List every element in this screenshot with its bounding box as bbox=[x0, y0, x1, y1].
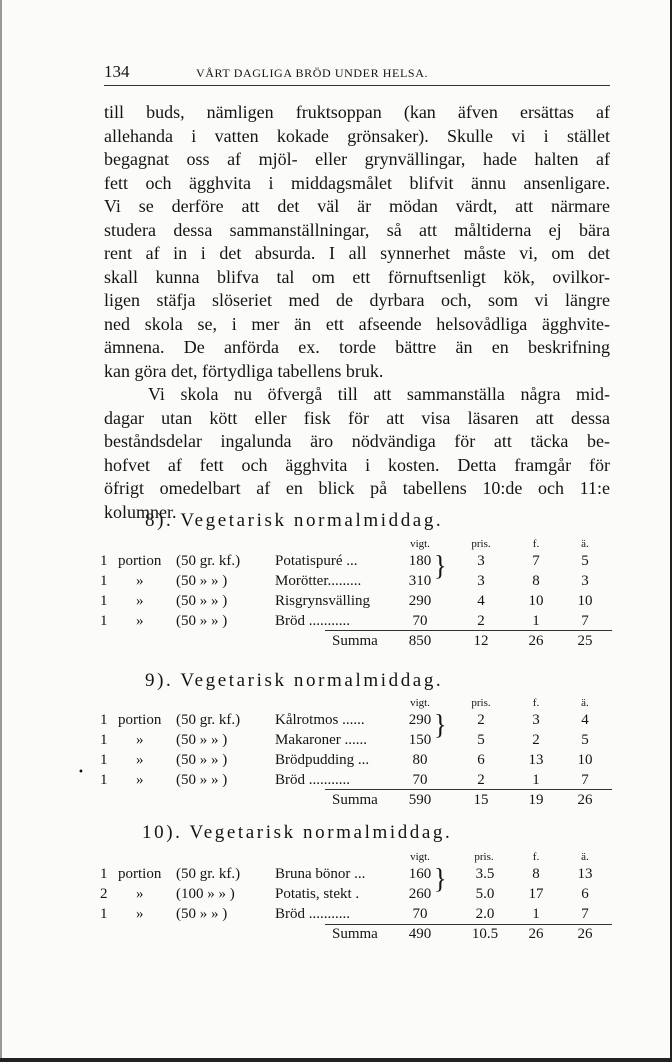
qty: 1 bbox=[100, 613, 108, 629]
fat: 1 bbox=[532, 772, 540, 788]
gram: (50 gr. kf.) bbox=[176, 712, 241, 728]
price: 2 bbox=[477, 772, 485, 788]
gram: (100 » » ) bbox=[176, 886, 235, 902]
col-head-a: ä. bbox=[581, 697, 589, 709]
qty: 1 bbox=[100, 772, 108, 788]
scan-edge-left bbox=[0, 0, 2, 1062]
text-line: rent af in i det absurda. I all synnerhet måste vi, om det bbox=[104, 243, 610, 263]
fat: 7 bbox=[532, 553, 540, 569]
weight: 290 bbox=[408, 712, 432, 728]
price: 2 bbox=[477, 712, 485, 728]
sum-row bbox=[100, 633, 612, 653]
dish: Bröd ........... bbox=[275, 906, 350, 922]
text-line: beståndsdelar ingalunda äro nödvändiga för att täcka be- bbox=[104, 431, 610, 451]
gram: (50 » » ) bbox=[176, 593, 228, 609]
col-head-a: ä. bbox=[581, 851, 589, 863]
unit: » bbox=[136, 573, 144, 589]
brace-symbol: } bbox=[434, 862, 447, 895]
unit: » bbox=[136, 906, 144, 922]
albumen: 5 bbox=[581, 732, 589, 748]
sum-fat: 26 bbox=[528, 633, 544, 649]
col-head-pris: pris. bbox=[471, 697, 491, 709]
running-title: VÅRT DAGLIGA BRÖD UNDER HELSA. bbox=[196, 66, 429, 80]
qty: 1 bbox=[100, 593, 108, 609]
body-text bbox=[104, 101, 610, 524]
sum-price: 15 bbox=[473, 792, 489, 808]
price: 2 bbox=[477, 613, 485, 629]
price: 3.5 bbox=[475, 866, 495, 882]
albumen: 3 bbox=[581, 573, 589, 589]
text-line: ligen stäfja slöseriet med de dyrbara och, som vi längre bbox=[104, 290, 610, 310]
price: 3 bbox=[477, 573, 485, 589]
albumen: 7 bbox=[581, 613, 589, 629]
price: 4 bbox=[477, 593, 485, 609]
sum-rule bbox=[325, 630, 612, 631]
dish: Bröd ........... bbox=[275, 772, 350, 788]
weight: 160 bbox=[408, 866, 432, 882]
table-row bbox=[100, 553, 612, 573]
margin-dot: • bbox=[78, 767, 84, 778]
table-row bbox=[100, 573, 612, 593]
scan-edge-bottom bbox=[0, 1058, 672, 1062]
sum-rule bbox=[325, 789, 612, 790]
unit: » bbox=[136, 732, 144, 748]
unit: » bbox=[136, 772, 144, 788]
text-line: allehanda i vatten kokade grönsaker). Skulle vi i stället bbox=[104, 125, 610, 146]
qty: 2 bbox=[100, 886, 108, 902]
col-head-vigt: vigt. bbox=[410, 697, 430, 709]
table-row bbox=[100, 886, 612, 906]
unit: portion bbox=[118, 553, 162, 569]
dish: Potatis, stekt . bbox=[275, 886, 360, 902]
sum-weight: 850 bbox=[408, 633, 432, 649]
brace-symbol: } bbox=[434, 549, 447, 582]
qty: 1 bbox=[100, 906, 108, 922]
table-title: 9). Vegetarisk normalmiddag. bbox=[145, 670, 444, 691]
gram: (50 » » ) bbox=[176, 772, 228, 788]
unit: » bbox=[136, 752, 144, 768]
text-line: ned skola se, i mer än ett afseende helsovådliga ägghvite- bbox=[104, 313, 610, 334]
text-line: skall kunna blifva tal om ett förnuftsenligt kök, ovilkor- bbox=[104, 266, 610, 287]
price: 3 bbox=[477, 553, 485, 569]
weight: 150 bbox=[408, 732, 432, 748]
unit: portion bbox=[118, 866, 162, 882]
gram: (50 » » ) bbox=[176, 906, 228, 922]
sum-label: Summa bbox=[332, 633, 378, 649]
unit: » bbox=[136, 613, 144, 629]
gram: (50 gr. kf.) bbox=[176, 866, 241, 882]
fat: 13 bbox=[528, 752, 544, 768]
qty: 1 bbox=[100, 866, 108, 882]
running-head bbox=[104, 62, 610, 80]
table-row bbox=[100, 593, 612, 613]
price: 5.0 bbox=[475, 886, 495, 902]
text-line: studera dessa sammanställningar, så att måltiderna ej bära bbox=[104, 219, 610, 240]
dish: Bröd ........... bbox=[275, 613, 350, 629]
sum-label: Summa bbox=[332, 926, 378, 942]
price: 5 bbox=[477, 732, 485, 748]
col-head-vigt: vigt. bbox=[410, 538, 430, 550]
unit: » bbox=[136, 886, 144, 902]
gram: (50 » » ) bbox=[176, 613, 228, 629]
fat: 8 bbox=[532, 573, 540, 589]
dish: Brödpudding ... bbox=[275, 752, 370, 768]
sum-albumen: 26 bbox=[577, 926, 593, 942]
qty: 1 bbox=[100, 553, 108, 569]
weight: 80 bbox=[412, 752, 428, 768]
gram: (50 » » ) bbox=[176, 573, 228, 589]
table-row bbox=[100, 712, 612, 732]
qty: 1 bbox=[100, 573, 108, 589]
gram: (50 » » ) bbox=[176, 732, 228, 748]
sum-rule bbox=[325, 924, 612, 925]
weight: 260 bbox=[408, 886, 432, 902]
sum-weight: 590 bbox=[408, 792, 432, 808]
albumen: 10 bbox=[577, 752, 593, 768]
sum-price: 12 bbox=[473, 633, 489, 649]
table-row bbox=[100, 732, 612, 752]
text-line: Vi skola nu öfvergå till att sammanställa några mid- bbox=[148, 384, 610, 404]
fat: 10 bbox=[528, 593, 544, 609]
col-head-f: f. bbox=[532, 851, 540, 863]
sum-label: Summa bbox=[332, 792, 378, 808]
albumen: 6 bbox=[581, 886, 589, 902]
albumen: 10 bbox=[577, 593, 593, 609]
price: 2.0 bbox=[475, 906, 495, 922]
page-number: 134 bbox=[104, 62, 130, 81]
col-head-a: ä. bbox=[581, 538, 589, 550]
brace-symbol: } bbox=[434, 708, 447, 741]
weight: 290 bbox=[408, 593, 432, 609]
weight: 70 bbox=[412, 772, 428, 788]
gram: (50 » » ) bbox=[176, 752, 228, 768]
fat: 8 bbox=[532, 866, 540, 882]
albumen: 5 bbox=[581, 553, 589, 569]
sum-row bbox=[100, 792, 612, 812]
col-head-f: f. bbox=[532, 538, 540, 550]
fat: 1 bbox=[532, 906, 540, 922]
text-line: öfrigt omedelbart af en blick på tabellens 10:de och 11:e bbox=[104, 478, 610, 498]
albumen: 13 bbox=[577, 866, 593, 882]
dish: Potatispuré ... bbox=[275, 553, 358, 569]
weight: 180 bbox=[408, 553, 432, 569]
sum-albumen: 25 bbox=[577, 633, 593, 649]
col-head-f: f. bbox=[532, 697, 540, 709]
weight: 310 bbox=[408, 573, 432, 589]
dish: Kålrotmos ...... bbox=[275, 712, 365, 728]
table-row bbox=[100, 866, 612, 886]
table-title: 8). Vegetarisk normalmiddag. bbox=[145, 510, 444, 531]
paragraph-2 bbox=[104, 383, 610, 524]
albumen: 7 bbox=[581, 906, 589, 922]
sum-row bbox=[100, 926, 612, 946]
dish: Risgrynsvälling bbox=[275, 593, 371, 609]
text-line: till buds, nämligen fruktsoppan (kan äfven ersättas af bbox=[104, 102, 610, 122]
table-title: 10). Vegetarisk normalmiddag. bbox=[142, 822, 453, 843]
dish: Bruna bönor ... bbox=[275, 866, 366, 882]
text-line: begagnat oss af mjöl- eller grynvällingar, hade halten af bbox=[104, 149, 610, 169]
sum-price: 10.5 bbox=[471, 926, 499, 942]
weight: 70 bbox=[412, 906, 428, 922]
text-line: fett och ägghvita i middagsmålet blifvit ännu ansenligare. bbox=[104, 172, 610, 193]
text-line: ämnena. De anförda ex. torde bättre än en beskrifning bbox=[104, 337, 610, 357]
text-line: kolumner. bbox=[104, 501, 177, 522]
text-line: Vi se derföre att det väl är mödan värdt, att närmare bbox=[104, 196, 610, 216]
col-head-pris: pris. bbox=[471, 538, 491, 550]
weight: 70 bbox=[412, 613, 428, 629]
fat: 1 bbox=[532, 613, 540, 629]
qty: 1 bbox=[100, 712, 108, 728]
text-line: hofvet af fett och ägghvita i kosten. Detta framgår för bbox=[104, 454, 610, 475]
header-rule bbox=[104, 85, 610, 86]
dish: Makaroner ...... bbox=[275, 732, 368, 748]
col-head-pris: pris. bbox=[474, 851, 494, 863]
fat: 2 bbox=[532, 732, 540, 748]
sum-fat: 19 bbox=[528, 792, 544, 808]
sum-albumen: 26 bbox=[577, 792, 593, 808]
sum-weight: 490 bbox=[408, 926, 432, 942]
table-row bbox=[100, 906, 612, 926]
gram: (50 gr. kf.) bbox=[176, 553, 241, 569]
text-line: dagar utan kött eller fisk för att visa läsaren att dessa bbox=[104, 407, 610, 428]
price: 6 bbox=[477, 752, 485, 768]
unit: » bbox=[136, 593, 144, 609]
albumen: 7 bbox=[581, 772, 589, 788]
fat: 17 bbox=[528, 886, 544, 902]
unit: portion bbox=[118, 712, 162, 728]
sum-fat: 26 bbox=[528, 926, 544, 942]
fat: 3 bbox=[532, 712, 540, 728]
table-row bbox=[100, 752, 612, 772]
text-line: kan göra det, förtydliga tabellens bruk. bbox=[104, 360, 384, 381]
dish: Morötter......... bbox=[275, 573, 362, 589]
paragraph-1 bbox=[104, 101, 610, 383]
qty: 1 bbox=[100, 752, 108, 768]
col-head-vigt: vigt. bbox=[410, 851, 430, 863]
albumen: 4 bbox=[581, 712, 589, 728]
qty: 1 bbox=[100, 732, 108, 748]
